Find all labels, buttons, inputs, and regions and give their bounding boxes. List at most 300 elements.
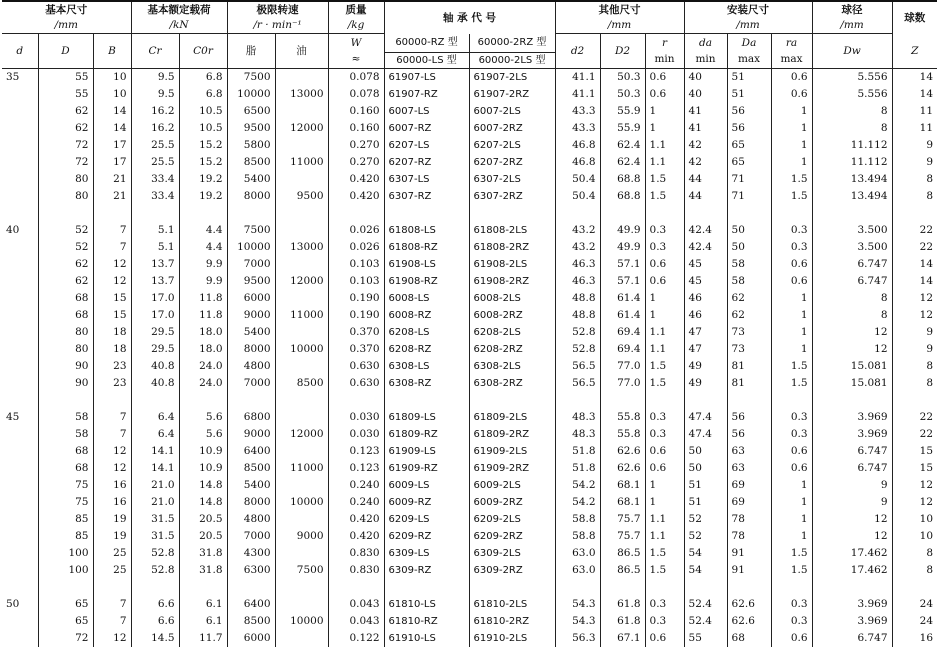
cell-Z: 24 <box>892 613 937 630</box>
cell-d <box>2 358 38 375</box>
cell-B: 18 <box>93 341 131 358</box>
cell-da: 40 <box>684 86 727 103</box>
cell-speed-grease: 8000 <box>227 188 275 205</box>
cell-mass: 0.240 <box>328 494 384 511</box>
cell-Z: 14 <box>892 68 937 86</box>
cell-ra: 0.6 <box>771 630 812 647</box>
spacer-cell <box>275 579 328 596</box>
cell-Cr: 52.8 <box>131 545 179 562</box>
cell-code1: 6207-LS <box>384 137 469 154</box>
spacer-cell <box>892 205 937 222</box>
cell-C0r: 9.9 <box>179 273 227 290</box>
cell-D: 80 <box>38 171 93 188</box>
cell-d2: 54.3 <box>555 596 600 613</box>
cell-C0r: 14.8 <box>179 494 227 511</box>
speed-unit: /r · min⁻¹ <box>227 18 328 34</box>
cell-Da: 78 <box>727 511 771 528</box>
cell-d2: 43.2 <box>555 222 600 239</box>
cell-D2: 57.1 <box>600 256 645 273</box>
cell-code1: 61909-LS <box>384 443 469 460</box>
cell-speed-grease: 7500 <box>227 222 275 239</box>
cell-Z: 15 <box>892 443 937 460</box>
cell-Cr: 14.5 <box>131 630 179 647</box>
col-d2: d2 <box>555 34 600 69</box>
cell-da: 54 <box>684 545 727 562</box>
cell-r: 1.5 <box>645 188 684 205</box>
spacer-cell <box>2 392 38 409</box>
cell-mass: 0.103 <box>328 256 384 273</box>
cell-code2: 6309-2LS <box>469 545 555 562</box>
cell-ra: 0.6 <box>771 460 812 477</box>
cell-D: 72 <box>38 154 93 171</box>
cell-Dw: 17.462 <box>812 562 892 579</box>
cell-Cr: 6.6 <box>131 613 179 630</box>
table-row <box>2 494 937 511</box>
cell-r: 1 <box>645 494 684 511</box>
cell-speed-grease: 7500 <box>227 68 275 86</box>
cell-Z: 8 <box>892 562 937 579</box>
cell-D: 65 <box>38 596 93 613</box>
cell-B: 15 <box>93 307 131 324</box>
cell-da: 42 <box>684 154 727 171</box>
col-D2: D2 <box>600 34 645 69</box>
cell-speed-grease: 8500 <box>227 613 275 630</box>
spacer-cell <box>727 392 771 409</box>
cell-speed-grease: 6300 <box>227 562 275 579</box>
cell-da: 52.4 <box>684 613 727 630</box>
cell-B: 12 <box>93 443 131 460</box>
cell-Dw: 3.969 <box>812 426 892 443</box>
table-row <box>2 86 937 103</box>
col-code2-a: 60000-2RZ 型 <box>469 34 555 53</box>
cell-Dw: 3.969 <box>812 613 892 630</box>
cell-C0r: 20.5 <box>179 528 227 545</box>
cell-ra: 0.3 <box>771 426 812 443</box>
col-da: da <box>684 34 727 53</box>
spacer-cell <box>275 392 328 409</box>
cell-speed-oil <box>275 443 328 460</box>
cell-speed-oil: 10000 <box>275 341 328 358</box>
cell-d <box>2 86 38 103</box>
cell-Dw: 15.081 <box>812 375 892 392</box>
cell-Dw: 12 <box>812 511 892 528</box>
spacer-cell <box>600 579 645 596</box>
cell-code1: 61909-RZ <box>384 460 469 477</box>
cell-r: 1.5 <box>645 562 684 579</box>
cell-D2: 61.4 <box>600 290 645 307</box>
cell-Dw: 8 <box>812 307 892 324</box>
cell-code1: 6308-LS <box>384 358 469 375</box>
spacer-cell <box>469 392 555 409</box>
cell-code1: 61808-LS <box>384 222 469 239</box>
spacer-cell <box>179 579 227 596</box>
install-size-header: 安装尺寸 <box>684 1 812 18</box>
cell-speed-oil: 12000 <box>275 120 328 137</box>
cell-Da: 62 <box>727 290 771 307</box>
cell-d <box>2 273 38 290</box>
cell-D2: 77.0 <box>600 375 645 392</box>
cell-Dw: 11.112 <box>812 154 892 171</box>
cell-d <box>2 375 38 392</box>
table-row <box>2 630 937 647</box>
cell-Dw: 12 <box>812 324 892 341</box>
cell-C0r: 14.8 <box>179 477 227 494</box>
table-row <box>2 426 937 443</box>
cell-speed-oil: 11000 <box>275 307 328 324</box>
cell-r: 0.3 <box>645 222 684 239</box>
spacer-cell <box>227 205 275 222</box>
spacer-cell <box>684 392 727 409</box>
cell-Da: 58 <box>727 273 771 290</box>
cell-d <box>2 239 38 256</box>
cell-D2: 50.3 <box>600 86 645 103</box>
cell-speed-grease: 4800 <box>227 358 275 375</box>
cell-Da: 73 <box>727 324 771 341</box>
cell-B: 17 <box>93 137 131 154</box>
cell-code1: 61809-LS <box>384 409 469 426</box>
cell-B: 21 <box>93 188 131 205</box>
cell-speed-oil: 11000 <box>275 460 328 477</box>
cell-speed-grease: 9500 <box>227 273 275 290</box>
col-B: B <box>93 34 131 69</box>
cell-d2: 46.8 <box>555 137 600 154</box>
cell-d2: 41.1 <box>555 68 600 86</box>
cell-Da: 65 <box>727 154 771 171</box>
cell-r: 1.5 <box>645 375 684 392</box>
cell-mass: 0.123 <box>328 460 384 477</box>
cell-mass: 0.103 <box>328 273 384 290</box>
cell-C0r: 18.0 <box>179 324 227 341</box>
cell-Da: 81 <box>727 375 771 392</box>
spacer-cell <box>2 205 38 222</box>
spacer-cell <box>684 579 727 596</box>
cell-Dw: 8 <box>812 120 892 137</box>
cell-Dw: 6.747 <box>812 460 892 477</box>
cell-speed-oil <box>275 68 328 86</box>
spacer-cell <box>771 392 812 409</box>
cell-code1: 6307-LS <box>384 171 469 188</box>
col-d: d <box>2 34 38 69</box>
spacer-cell <box>328 392 384 409</box>
table-row <box>2 375 937 392</box>
cell-C0r: 10.9 <box>179 460 227 477</box>
cell-speed-grease: 8000 <box>227 494 275 511</box>
cell-r: 0.3 <box>645 426 684 443</box>
cell-Cr: 21.0 <box>131 494 179 511</box>
cell-r: 1.1 <box>645 137 684 154</box>
cell-ra: 0.6 <box>771 256 812 273</box>
cell-r: 0.3 <box>645 409 684 426</box>
cell-D2: 49.9 <box>600 222 645 239</box>
cell-C0r: 20.5 <box>179 511 227 528</box>
cell-speed-oil <box>275 324 328 341</box>
cell-r: 1.1 <box>645 511 684 528</box>
cell-Da: 62 <box>727 307 771 324</box>
spacer-cell <box>645 205 684 222</box>
col-oil: 油 <box>275 34 328 69</box>
cell-code2: 61910-2LS <box>469 630 555 647</box>
cell-D2: 86.5 <box>600 562 645 579</box>
table-row <box>2 409 937 426</box>
cell-mass: 0.370 <box>328 341 384 358</box>
cell-B: 19 <box>93 528 131 545</box>
cell-code2: 6308-2LS <box>469 358 555 375</box>
cell-ra: 0.6 <box>771 273 812 290</box>
cell-ra: 1.5 <box>771 188 812 205</box>
cell-D: 52 <box>38 222 93 239</box>
cell-Z: 22 <box>892 222 937 239</box>
cell-da: 41 <box>684 103 727 120</box>
cell-D: 72 <box>38 630 93 647</box>
cell-Cr: 14.1 <box>131 443 179 460</box>
cell-mass: 0.190 <box>328 307 384 324</box>
cell-r: 1.1 <box>645 341 684 358</box>
cell-Dw: 5.556 <box>812 86 892 103</box>
cell-D2: 67.1 <box>600 630 645 647</box>
cell-C0r: 6.8 <box>179 68 227 86</box>
cell-code2: 6009-2RZ <box>469 494 555 511</box>
cell-code1: 6008-LS <box>384 290 469 307</box>
cell-D: 85 <box>38 528 93 545</box>
cell-B: 18 <box>93 324 131 341</box>
cell-Da: 68 <box>727 630 771 647</box>
cell-speed-grease: 10000 <box>227 86 275 103</box>
cell-speed-oil: 11000 <box>275 154 328 171</box>
cell-Z: 11 <box>892 103 937 120</box>
cell-Da: 58 <box>727 256 771 273</box>
cell-C0r: 4.4 <box>179 239 227 256</box>
cell-Da: 91 <box>727 545 771 562</box>
cell-Dw: 13.494 <box>812 188 892 205</box>
cell-Dw: 8 <box>812 103 892 120</box>
cell-da: 45 <box>684 273 727 290</box>
cell-d <box>2 460 38 477</box>
cell-da: 46 <box>684 290 727 307</box>
cell-speed-oil: 8500 <box>275 375 328 392</box>
cell-code1: 61907-RZ <box>384 86 469 103</box>
cell-Z: 12 <box>892 307 937 324</box>
cell-r: 0.6 <box>645 460 684 477</box>
spacer-cell <box>555 579 600 596</box>
cell-Z: 14 <box>892 273 937 290</box>
spacer-cell <box>131 205 179 222</box>
cell-speed-oil: 10000 <box>275 494 328 511</box>
table-row <box>2 120 937 137</box>
table-body <box>2 68 937 647</box>
cell-ra: 1 <box>771 324 812 341</box>
col-ra: ra <box>771 34 812 53</box>
cell-da: 46 <box>684 307 727 324</box>
cell-speed-grease: 9500 <box>227 120 275 137</box>
table-row <box>2 154 937 171</box>
cell-ra: 0.6 <box>771 86 812 103</box>
cell-d2: 52.8 <box>555 324 600 341</box>
cell-r: 0.3 <box>645 596 684 613</box>
cell-speed-oil <box>275 137 328 154</box>
cell-code2: 6308-2RZ <box>469 375 555 392</box>
cell-d: 50 <box>6 597 20 610</box>
cell-d2: 58.8 <box>555 511 600 528</box>
cell-C0r: 10.5 <box>179 103 227 120</box>
cell-da: 42 <box>684 137 727 154</box>
cell-Dw: 3.500 <box>812 222 892 239</box>
cell-Cr: 13.7 <box>131 273 179 290</box>
col-C0r: C0r <box>179 34 227 69</box>
cell-D: 100 <box>38 562 93 579</box>
cell-d <box>2 613 38 630</box>
spacer-cell <box>727 205 771 222</box>
col-Cr: Cr <box>131 34 179 69</box>
cell-Z: 24 <box>892 596 937 613</box>
cell-Da: 56 <box>727 103 771 120</box>
cell-d2: 54.2 <box>555 477 600 494</box>
cell-r: 1.5 <box>645 358 684 375</box>
cell-mass: 0.043 <box>328 613 384 630</box>
cell-ra: 1 <box>771 528 812 545</box>
cell-D2: 55.8 <box>600 409 645 426</box>
cell-D2: 69.4 <box>600 341 645 358</box>
cell-speed-oil: 13000 <box>275 86 328 103</box>
table-row <box>2 443 937 460</box>
cell-speed-grease: 7000 <box>227 375 275 392</box>
cell-ra: 1.5 <box>771 375 812 392</box>
cell-code1: 6008-RZ <box>384 307 469 324</box>
cell-C0r: 24.0 <box>179 358 227 375</box>
cell-code2: 6208-2LS <box>469 324 555 341</box>
cell-r: 0.6 <box>645 68 684 86</box>
spacer-cell <box>892 392 937 409</box>
cell-ra: 1 <box>771 120 812 137</box>
cell-Z: 16 <box>892 630 937 647</box>
cell-mass: 0.630 <box>328 358 384 375</box>
table-row <box>2 511 937 528</box>
cell-code2: 6309-2RZ <box>469 562 555 579</box>
cell-C0r: 31.8 <box>179 562 227 579</box>
col-code1-b: 60000-LS 型 <box>384 52 469 68</box>
cell-r: 1.5 <box>645 171 684 188</box>
table-row <box>2 460 937 477</box>
cell-D: 72 <box>38 137 93 154</box>
cell-Dw: 12 <box>812 528 892 545</box>
cell-speed-grease: 6000 <box>227 630 275 647</box>
spacer-cell <box>227 579 275 596</box>
code-header: 轴 承 代 号 <box>384 1 555 34</box>
cell-Cr: 9.5 <box>131 86 179 103</box>
cell-code2: 6207-2RZ <box>469 154 555 171</box>
col-Dw: Dw <box>812 34 892 69</box>
cell-ra: 1.5 <box>771 171 812 188</box>
cell-ra: 0.6 <box>771 443 812 460</box>
cell-Da: 62.6 <box>727 613 771 630</box>
cell-Z: 11 <box>892 120 937 137</box>
cell-C0r: 24.0 <box>179 375 227 392</box>
cell-code1: 6208-LS <box>384 324 469 341</box>
cell-code1: 61810-LS <box>384 596 469 613</box>
cell-speed-grease: 6400 <box>227 596 275 613</box>
cell-Z: 10 <box>892 511 937 528</box>
cell-speed-grease: 7000 <box>227 528 275 545</box>
cell-B: 12 <box>93 273 131 290</box>
cell-D: 80 <box>38 324 93 341</box>
cell-C0r: 5.6 <box>179 409 227 426</box>
cell-speed-grease: 5400 <box>227 324 275 341</box>
group-spacer <box>2 205 937 222</box>
spacer-cell <box>384 579 469 596</box>
cell-mass: 0.420 <box>328 171 384 188</box>
cell-D2: 77.0 <box>600 358 645 375</box>
cell-mass: 0.830 <box>328 545 384 562</box>
cell-d2: 46.3 <box>555 273 600 290</box>
cell-mass: 0.240 <box>328 477 384 494</box>
table-row <box>2 239 937 256</box>
cell-code2: 61810-2RZ <box>469 613 555 630</box>
cell-D2: 69.4 <box>600 324 645 341</box>
cell-D: 75 <box>38 494 93 511</box>
cell-D: 62 <box>38 273 93 290</box>
table-row <box>2 358 937 375</box>
col-ra-max: max <box>771 52 812 68</box>
cell-Cr: 29.5 <box>131 341 179 358</box>
cell-Z: 15 <box>892 460 937 477</box>
cell-D: 68 <box>38 443 93 460</box>
cell-ra: 0.3 <box>771 613 812 630</box>
cell-Z: 14 <box>892 256 937 273</box>
cell-C0r: 9.9 <box>179 256 227 273</box>
cell-mass: 0.160 <box>328 103 384 120</box>
table-row <box>2 341 937 358</box>
spacer-cell <box>131 579 179 596</box>
cell-Da: 78 <box>727 528 771 545</box>
cell-D2: 68.8 <box>600 188 645 205</box>
spacer-cell <box>600 205 645 222</box>
cell-mass: 0.160 <box>328 120 384 137</box>
cell-code2: 61809-2RZ <box>469 426 555 443</box>
cell-code1: 61810-RZ <box>384 613 469 630</box>
cell-Da: 63 <box>727 460 771 477</box>
cell-Dw: 6.747 <box>812 443 892 460</box>
cell-D: 68 <box>38 307 93 324</box>
cell-d2: 43.3 <box>555 103 600 120</box>
spacer-cell <box>645 579 684 596</box>
cell-Cr: 16.2 <box>131 103 179 120</box>
cell-d2: 56.5 <box>555 358 600 375</box>
cell-Da: 81 <box>727 358 771 375</box>
cell-code2: 61808-2RZ <box>469 239 555 256</box>
cell-code2: 6307-2RZ <box>469 188 555 205</box>
cell-Dw: 3.500 <box>812 239 892 256</box>
cell-D2: 55.9 <box>600 120 645 137</box>
cell-B: 25 <box>93 562 131 579</box>
cell-D: 90 <box>38 375 93 392</box>
cell-speed-oil: 13000 <box>275 239 328 256</box>
install-size-unit: /mm <box>684 18 812 34</box>
cell-Cr: 25.5 <box>131 137 179 154</box>
cell-Cr: 9.5 <box>131 68 179 86</box>
ball-count-header: 球数 <box>892 1 937 34</box>
cell-D: 55 <box>38 86 93 103</box>
cell-B: 7 <box>93 613 131 630</box>
cell-ra: 1.5 <box>771 562 812 579</box>
cell-Z: 22 <box>892 409 937 426</box>
cell-da: 45 <box>684 256 727 273</box>
cell-Cr: 5.1 <box>131 239 179 256</box>
cell-d <box>2 120 38 137</box>
cell-D2: 61.8 <box>600 613 645 630</box>
table-row <box>2 273 937 290</box>
cell-C0r: 4.4 <box>179 222 227 239</box>
spacer-cell <box>771 579 812 596</box>
cell-speed-oil <box>275 103 328 120</box>
